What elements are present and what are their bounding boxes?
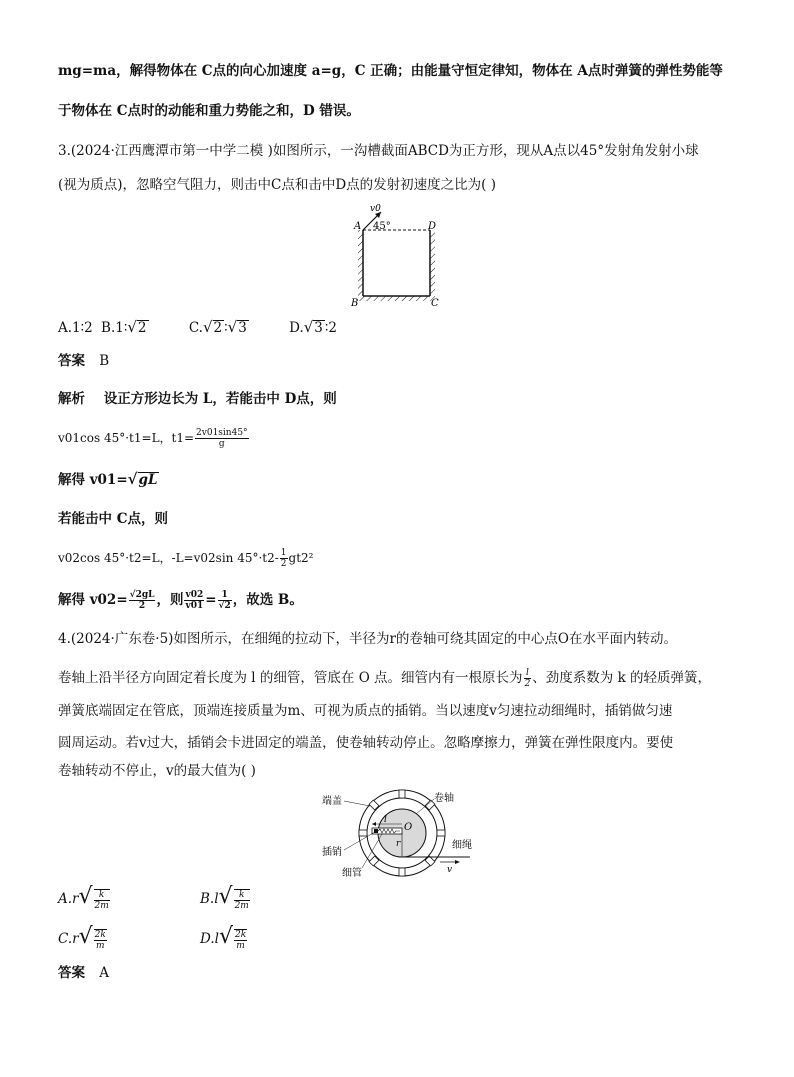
rope-label: 细绳	[452, 840, 472, 851]
q4-stem-line4: 圆周运动。若v过大，插销会卡进固定的端盖，使卷轴转动停止。忽略摩擦力，弹簧在弹性限度内。要使	[58, 735, 674, 751]
q4-option-c: C.r√ $\frac{2k}{m}$	[58, 924, 106, 951]
point-c-label: C	[431, 298, 439, 309]
l-label: l	[384, 815, 387, 825]
q3-solution-2: 解得 v02= $\frac{√2gL}{2}$ ，则 $\frac{v02}{v01}$ = $\frac{1}{√2}$ ，故选 B。	[58, 590, 303, 611]
q3-equation-2: v02cos 45°·t2=L，-L=v02sin 45°·t2- $\frac{1}{2}$ gt2²	[58, 548, 314, 569]
point-d-label: D	[428, 221, 437, 232]
end-cap-label: 端盖	[322, 796, 342, 807]
q3-option-c: C.√2 ∶√3	[188, 318, 247, 336]
q4-stem-line2: 卷轴上沿半径方向固定着长度为 l 的细管，管底在 O 点。细管内有一根原长为 $\frac{l}{2}$ 、劲度系数为 k 的轻质弹簧，	[58, 668, 712, 689]
q3-stem-line2: (视为质点)，忽略空气阻力，则击中C点和击中D点的发射初速度之比为( )	[58, 177, 497, 193]
answer-label: 答案	[58, 965, 85, 981]
v0-label: v0	[370, 204, 381, 214]
r-label: r	[396, 839, 401, 849]
q4-stem-line5: 卷轴转动不停止，v的最大值为( )	[58, 763, 256, 779]
point-a-label: A	[354, 221, 362, 232]
q4-stem-line1: 4.(2024·广东卷·5)如图所示，在细绳的拉动下，半径为r的卷轴可绕其固定的中心点O在水平面内转动。	[58, 631, 677, 647]
q3-solution-1: 解得 v01=√gL	[58, 470, 158, 488]
text-line-2: 于物体在 C点时的动能和重力势能之和，D 错误。	[58, 103, 360, 119]
q3-analysis: 解析 设正方形边长为 L，若能击中 D点，则	[58, 391, 337, 407]
point-b-label: B	[351, 298, 359, 309]
q3-equation-1: v01cos 45°·t1=L，t1= $\frac{2v01\sin 45^\circ}{g}$	[58, 428, 248, 449]
q3-option-b: B.1∶√2	[101, 318, 147, 336]
q3-answer	[58, 352, 109, 370]
q4-reel-figure	[320, 788, 480, 880]
angle-label: 45°	[373, 221, 391, 232]
tube-label: 细管	[342, 868, 362, 879]
v-label: v	[447, 865, 453, 875]
q4-stem-line3: 弹簧底端固定在管底，顶端连接质量为m、可视为质点的插销。当以速度v匀速拉动细绳时，插销做匀速	[58, 703, 673, 719]
reel-label: 卷轴	[434, 793, 454, 804]
q3-option-a: A.1∶2	[58, 320, 93, 336]
q4-option-d: D.l√ $\frac{2k}{m}$	[200, 924, 247, 951]
q4-option-b: B.l√ $\frac{k}{2m}$	[200, 884, 249, 911]
q3-option-d: D.√3 ∶2	[289, 318, 337, 336]
pin-label: 插销	[322, 847, 342, 858]
answer-label: 答案	[58, 353, 85, 369]
answer-value: B	[99, 353, 110, 369]
o-label: O	[404, 822, 413, 833]
text-line-1: mg=ma，解得物体在 C点的向心加速度 a=g，C 正确；由能量守恒定律知，物体在 A点时弹簧的弹性势能等	[58, 63, 723, 79]
q3-square-trough-figure	[340, 200, 450, 310]
q3-options	[58, 318, 337, 337]
q3-hit-c: 若能击中 C点，则	[58, 511, 168, 527]
answer-value: A	[99, 965, 110, 981]
q4-answer	[58, 964, 109, 982]
q4-option-a: A.r√ $\frac{k}{2m}$	[58, 884, 109, 911]
q3-stem-line1: 3.(2024·江西鹰潭市第一中学二模 )如图所示，一沟槽截面ABCD为正方形，现从A点以45°发射角发射小球	[58, 143, 699, 159]
